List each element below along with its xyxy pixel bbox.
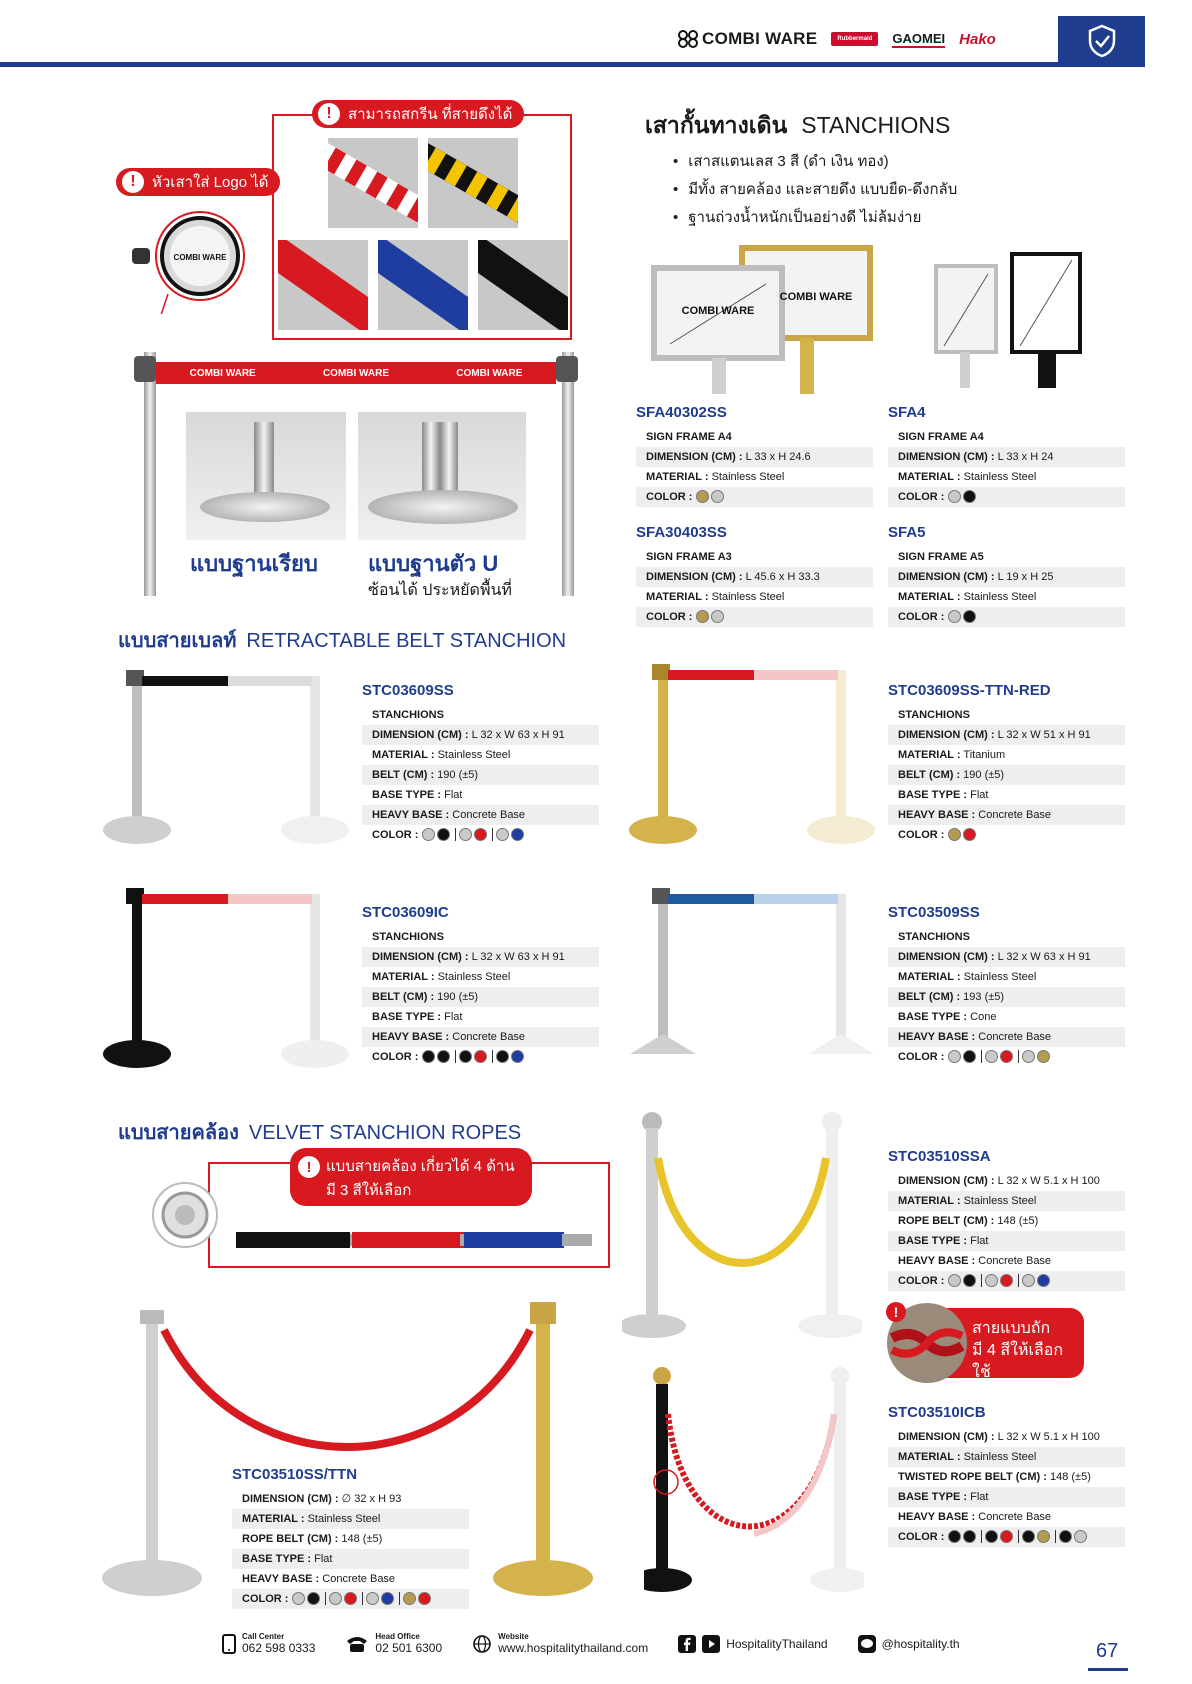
- belt-pattern-frame: [272, 114, 572, 340]
- swatch-separator: [492, 828, 493, 841]
- spec-row-color: COLOR :: [636, 487, 873, 507]
- spec-row: BASE TYPE : Flat: [232, 1549, 469, 1569]
- footer-contacts: [222, 1632, 960, 1655]
- color-swatch: [963, 1530, 976, 1543]
- spec-row: MATERIAL : Stainless Steel: [372, 971, 511, 983]
- logo-belt-banner: [156, 362, 556, 384]
- spec-row: MATERIAL : Stainless Steel: [372, 749, 511, 761]
- belt-logo-text: COMBI WARE: [456, 367, 523, 379]
- color-swatch: [1022, 1530, 1035, 1543]
- swatch-separator: [981, 1274, 982, 1287]
- spec-row: BELT (CM) : 190 (±5): [362, 765, 599, 785]
- rubbermaid-logo: Rubbermaid: [831, 32, 878, 46]
- rope-sample-black: [236, 1232, 350, 1248]
- color-swatch: [963, 610, 976, 623]
- stc03609ss-ttn-red-photo: [622, 660, 882, 850]
- product-code: STC03609SS: [362, 682, 454, 699]
- spec-table: [888, 547, 1125, 627]
- spec-row: TWISTED ROPE BELT (CM) : 148 (±5): [898, 1471, 1091, 1483]
- color-swatch: [474, 1050, 487, 1063]
- post-left: [144, 352, 156, 596]
- color-swatch: [985, 1274, 998, 1287]
- gaomei-logo: GAOMEI: [892, 30, 946, 46]
- color-swatches: [948, 1051, 1052, 1063]
- combiware-mark-icon: [678, 30, 698, 48]
- spec-sfa40302ss: [636, 404, 873, 507]
- belt-swatch-red: [278, 240, 368, 330]
- spec-row: BELT (CM) : 193 (±5): [888, 987, 1125, 1007]
- rope-sample-red: [352, 1232, 464, 1248]
- spec-row: HEAVY BASE : Concrete Base: [898, 1511, 1052, 1523]
- color-swatch: [437, 828, 450, 841]
- spec-row-color: COLOR :: [888, 1047, 1125, 1067]
- color-swatch: [948, 1050, 961, 1063]
- color-swatch: [963, 1050, 976, 1063]
- color-swatch: [459, 828, 472, 841]
- rope-sample-blue: [464, 1232, 564, 1248]
- spec-row-color: COLOR :: [362, 1047, 599, 1067]
- shield-check-icon: [1087, 24, 1117, 58]
- color-swatch: [344, 1592, 357, 1605]
- color-swatch: [1074, 1530, 1087, 1543]
- swatch-separator: [1018, 1050, 1019, 1063]
- swatch-separator: [492, 1050, 493, 1063]
- spec-row: HEAVY BASE : Concrete Base: [888, 1027, 1125, 1047]
- color-swatches: [422, 1051, 526, 1063]
- spec-row: HEAVY BASE : Concrete Base: [898, 1255, 1052, 1267]
- callout-screen-belt: ! สามารถสกรีน ที่สายดึงได้: [312, 100, 524, 128]
- color-swatches: [422, 829, 526, 841]
- alert-icon: !: [298, 1156, 320, 1178]
- color-swatch: [1000, 1274, 1013, 1287]
- sign-frame-a4-a3-photo: [650, 244, 880, 394]
- spec-row: BELT (CM) : 190 (±5): [362, 987, 599, 1007]
- swatch-separator: [981, 1530, 982, 1543]
- color-swatch: [1000, 1050, 1013, 1063]
- spec-table: [362, 927, 599, 1067]
- color-swatch: [1022, 1274, 1035, 1287]
- spec-row-color: COLOR :: [362, 825, 599, 845]
- color-swatch: [511, 1050, 524, 1063]
- callout-rope-hook: ! แบบสายคล้อง เกี่ยวได้ 4 ด้าน มี 3 สีให้เลือก: [290, 1148, 532, 1206]
- swatch-separator: [455, 828, 456, 841]
- spec-row: MATERIAL : Stainless Steel: [898, 591, 1037, 603]
- spec-row: STANCHIONS: [898, 931, 970, 943]
- color-swatch: [711, 610, 724, 623]
- spec-row: STANCHIONS: [372, 931, 444, 943]
- color-swatch: [1022, 1050, 1035, 1063]
- color-swatch: [422, 1050, 435, 1063]
- stc03510icb-photo: [644, 1364, 864, 1604]
- spec-table: [888, 1427, 1125, 1547]
- globe-icon: [472, 1634, 492, 1654]
- product-code: STC03510SSA: [888, 1148, 991, 1165]
- spec-row-color: COLOR :: [636, 607, 873, 627]
- belt-swatch-black: [478, 240, 568, 330]
- spec-row: DIMENSION (CM) : L 19 x H 25: [888, 567, 1125, 587]
- spec-row: HEAVY BASE : Concrete Base: [362, 805, 599, 825]
- spec-row: BASE TYPE : Flat: [898, 789, 989, 801]
- color-swatch: [963, 490, 976, 503]
- telephone-icon: [345, 1635, 369, 1653]
- color-swatch: [696, 610, 709, 623]
- spec-table: [888, 705, 1125, 845]
- callout-twisted-rope: สายแบบถัก มี 4 สีให้เลือกใช้: [906, 1308, 1084, 1378]
- spec-row-color: COLOR :: [888, 1271, 1125, 1291]
- spec-row: SIGN FRAME A3: [646, 551, 732, 563]
- color-swatch: [948, 828, 961, 841]
- color-swatch: [948, 1530, 961, 1543]
- spec-row: MATERIAL : Stainless Steel: [646, 591, 785, 603]
- belt-logo-text: COMBI WARE: [322, 367, 390, 379]
- footer-facebook[interactable]: HospitalityThailand: [678, 1635, 827, 1653]
- color-swatch: [418, 1592, 431, 1605]
- stc03509ss-photo: [622, 884, 882, 1074]
- u-base-photo: [358, 412, 526, 540]
- spec-row-color: COLOR :: [888, 825, 1125, 845]
- spec-table: [362, 705, 599, 845]
- color-swatch: [329, 1592, 342, 1605]
- alert-icon: !: [318, 103, 340, 125]
- product-code: STC03510SS/TTN: [232, 1466, 358, 1483]
- color-swatches: [948, 1531, 1089, 1543]
- shield-badge: [1058, 16, 1145, 66]
- color-swatch: [437, 1050, 450, 1063]
- feature-item: • มีทั้ง สายคล้อง และสายดึง แบบยืด-ดึงกลับ: [673, 176, 957, 204]
- spec-row: DIMENSION (CM) : L 32 x W 63 x H 91: [362, 947, 599, 967]
- color-swatch: [403, 1592, 416, 1605]
- u-base-subcaption: ซ้อนได้ ประหยัดพื้นที่: [368, 582, 512, 599]
- color-swatch: [696, 490, 709, 503]
- spec-stc03510ssa: [888, 1148, 1125, 1291]
- color-swatch: [1037, 1530, 1050, 1543]
- color-swatches: [948, 491, 978, 503]
- product-code: SFA30403SS: [636, 524, 727, 541]
- spec-stc03609ss-ttn-red: [888, 682, 1125, 845]
- swatch-separator: [981, 1050, 982, 1063]
- spec-row: STANCHIONS: [898, 709, 970, 721]
- logo-head-magnifier: [128, 204, 248, 314]
- header-rule: [0, 62, 1145, 67]
- page-title: เสากั้นทางเดิน STANCHIONS: [645, 112, 951, 138]
- spec-stc03510ss-ttn: [232, 1466, 469, 1609]
- swatch-separator: [325, 1592, 326, 1605]
- callout-logo-head: ! หัวเสาใส่ Logo ได้: [116, 168, 280, 196]
- spec-table: [888, 1171, 1125, 1291]
- footer-line[interactable]: @hospitality.th: [858, 1635, 960, 1653]
- line-app-icon: [858, 1635, 876, 1653]
- color-swatch: [985, 1050, 998, 1063]
- color-swatch: [948, 610, 961, 623]
- product-code: STC03609IC: [362, 904, 449, 921]
- sign-frame-a4-a5-photo: [930, 250, 1090, 396]
- spec-row: BELT (CM) : 190 (±5): [888, 765, 1125, 785]
- spec-row: SIGN FRAME A5: [898, 551, 984, 563]
- brand-logos: [678, 24, 996, 54]
- frame-logo-text: COMBI WARE: [779, 291, 853, 303]
- spec-row: HEAVY BASE : Concrete Base: [362, 1027, 599, 1047]
- swatch-separator: [1055, 1530, 1056, 1543]
- product-code: SFA4: [888, 404, 926, 421]
- swatch-separator: [455, 1050, 456, 1063]
- belt-logo-text: COMBI WARE: [189, 367, 256, 379]
- spec-row: MATERIAL : Stainless Steel: [898, 971, 1037, 983]
- color-swatch: [474, 828, 487, 841]
- spec-row: BASE TYPE : Cone: [898, 1011, 997, 1023]
- color-swatch: [985, 1530, 998, 1543]
- section-title-ropes: แบบสายคล้อง VELVET STANCHION ROPES: [118, 1122, 522, 1144]
- spec-row: DIMENSION (CM) : L 32 x W 5.1 x H 100: [898, 1431, 1100, 1443]
- spec-row: DIMENSION (CM) : ∅ 32 x H 93: [242, 1493, 402, 1505]
- spec-row: BASE TYPE : Flat: [888, 1487, 1125, 1507]
- color-swatch: [1037, 1050, 1050, 1063]
- swatch-separator: [1018, 1530, 1019, 1543]
- swatch-separator: [362, 1592, 363, 1605]
- footer-call-center: Call Center 062 598 0333: [222, 1632, 315, 1655]
- spec-row: MATERIAL : Stainless Steel: [888, 1447, 1125, 1467]
- spec-row: DIMENSION (CM) : L 45.6 x H 33.3: [636, 567, 873, 587]
- spec-row: DIMENSION (CM) : L 33 x H 24: [888, 447, 1125, 467]
- spec-row: MATERIAL : Stainless Steel: [898, 471, 1037, 483]
- spec-row: HEAVY BASE : Concrete Base: [242, 1573, 396, 1585]
- spec-row: ROPE BELT (CM) : 148 (±5): [242, 1533, 383, 1545]
- spec-row-color: COLOR :: [888, 607, 1125, 627]
- spec-stc03609ic: [362, 904, 599, 1067]
- feature-item: • ฐานถ่วงน้ำหนักเป็นอย่างดี ไม่ล้มง่าย: [673, 204, 957, 232]
- spec-stc03510icb: [888, 1404, 1125, 1547]
- spec-row: SIGN FRAME A4: [898, 431, 984, 443]
- color-swatch: [307, 1592, 320, 1605]
- flat-base-photo: [186, 412, 346, 540]
- logo-head-text: COMBI WARE: [173, 253, 227, 262]
- color-swatch: [292, 1592, 305, 1605]
- page-number: 67: [1096, 1640, 1119, 1662]
- alert-icon: !: [122, 171, 144, 193]
- color-swatches: [292, 1593, 433, 1605]
- spec-row: SIGN FRAME A4: [646, 431, 732, 443]
- color-swatches: [948, 1275, 1052, 1287]
- spec-row: DIMENSION (CM) : L 32 x W 63 x H 91: [362, 725, 599, 745]
- spec-stc03609ss: [362, 682, 599, 845]
- alert-icon: !: [893, 1304, 899, 1320]
- youtube-icon: [702, 1635, 720, 1653]
- mobile-phone-icon: [222, 1634, 236, 1654]
- spec-sfa5: [888, 524, 1125, 627]
- post-head-right: [556, 356, 578, 382]
- feature-item: • เสาสแตนเลส 3 สี (ดำ เงิน ทอง): [673, 148, 957, 176]
- stc03609ss-photo: [96, 664, 356, 850]
- color-swatches: [696, 611, 726, 623]
- spec-table: [888, 427, 1125, 507]
- spec-row: BASE TYPE : Flat: [372, 1011, 463, 1023]
- color-swatch: [511, 828, 524, 841]
- color-swatch: [381, 1592, 394, 1605]
- post-head-left: [134, 356, 156, 382]
- swatch-separator: [1018, 1274, 1019, 1287]
- footer-website[interactable]: Website www.hospitalitythailand.com: [472, 1632, 648, 1655]
- spec-row: DIMENSION (CM) : L 33 x H 24.6: [636, 447, 873, 467]
- color-swatch: [948, 1274, 961, 1287]
- stc03510ssa-photo: [622, 1108, 862, 1344]
- color-swatch: [366, 1592, 379, 1605]
- spec-row: BASE TYPE : Flat: [888, 1231, 1125, 1251]
- color-swatch: [1037, 1274, 1050, 1287]
- spec-row: MATERIAL : Titanium: [898, 749, 1006, 761]
- frame-logo-text: COMBI WARE: [681, 305, 755, 317]
- spec-row: HEAVY BASE : Concrete Base: [888, 805, 1125, 825]
- spec-row: STANCHIONS: [372, 709, 444, 721]
- product-code: STC03510ICB: [888, 1404, 986, 1421]
- spec-sfa30403ss: [636, 524, 873, 627]
- color-swatch: [1059, 1530, 1072, 1543]
- twisted-rope-magnifier: [882, 1298, 972, 1388]
- color-swatch: [496, 1050, 509, 1063]
- spec-sfa4: [888, 404, 1125, 507]
- spec-row: DIMENSION (CM) : L 32 x W 63 x H 91: [888, 947, 1125, 967]
- spec-row: ROPE BELT (CM) : 148 (±5): [898, 1215, 1039, 1227]
- spec-row: DIMENSION (CM) : L 32 x W 5.1 x H 100: [898, 1175, 1100, 1187]
- product-code: STC03509SS: [888, 904, 980, 921]
- color-swatch: [422, 828, 435, 841]
- spec-table: [636, 427, 873, 507]
- spec-row: DIMENSION (CM) : L 32 x W 51 x H 91: [888, 725, 1125, 745]
- feature-list: [673, 148, 957, 232]
- stc03609ic-photo: [96, 884, 356, 1074]
- spec-row-color: COLOR :: [888, 1527, 1125, 1547]
- u-base-caption: แบบฐานตัว U: [368, 551, 499, 576]
- spec-row: MATERIAL : Stainless Steel: [888, 1191, 1125, 1211]
- hako-logo: Hako: [959, 30, 996, 48]
- post-right: [562, 352, 574, 596]
- combiware-logo: COMBI WARE: [678, 29, 817, 49]
- color-swatch: [711, 490, 724, 503]
- footer-head-office: Head Office 02 501 6300: [345, 1632, 442, 1655]
- rope-hook-magnifier: [150, 1180, 220, 1250]
- color-swatch: [963, 828, 976, 841]
- color-swatch: [1000, 1530, 1013, 1543]
- facebook-icon: [678, 1635, 696, 1653]
- spec-row: MATERIAL : Stainless Steel: [232, 1509, 469, 1529]
- product-code: SFA5: [888, 524, 926, 541]
- belt-swatch-blue: [378, 240, 468, 330]
- belt-swatch-red-white: [328, 138, 418, 228]
- spec-row-color: COLOR :: [888, 487, 1125, 507]
- product-code: STC03609SS-TTN-RED: [888, 682, 1051, 699]
- spec-row-color: COLOR :: [232, 1589, 469, 1609]
- section-title-retractable: แบบสายเบลท์ RETRACTABLE BELT STANCHION: [118, 630, 567, 652]
- product-code: SFA40302SS: [636, 404, 727, 421]
- spec-row: BASE TYPE : Flat: [372, 789, 463, 801]
- swatch-separator: [399, 1592, 400, 1605]
- page-number-rule: [1088, 1668, 1128, 1671]
- spec-table: [888, 927, 1125, 1067]
- spec-row: MATERIAL : Stainless Steel: [646, 471, 785, 483]
- spec-table: [636, 547, 873, 627]
- color-swatches: [696, 491, 726, 503]
- flat-base-caption: แบบฐานเรียบ: [190, 551, 318, 576]
- color-swatches: [948, 611, 978, 623]
- color-swatch: [459, 1050, 472, 1063]
- spec-stc03509ss: [888, 904, 1125, 1067]
- color-swatch: [948, 490, 961, 503]
- color-swatch: [963, 1274, 976, 1287]
- spec-table: [232, 1489, 469, 1609]
- color-swatches: [948, 829, 978, 841]
- belt-swatch-yellow-black: [428, 138, 518, 228]
- color-swatch: [496, 828, 509, 841]
